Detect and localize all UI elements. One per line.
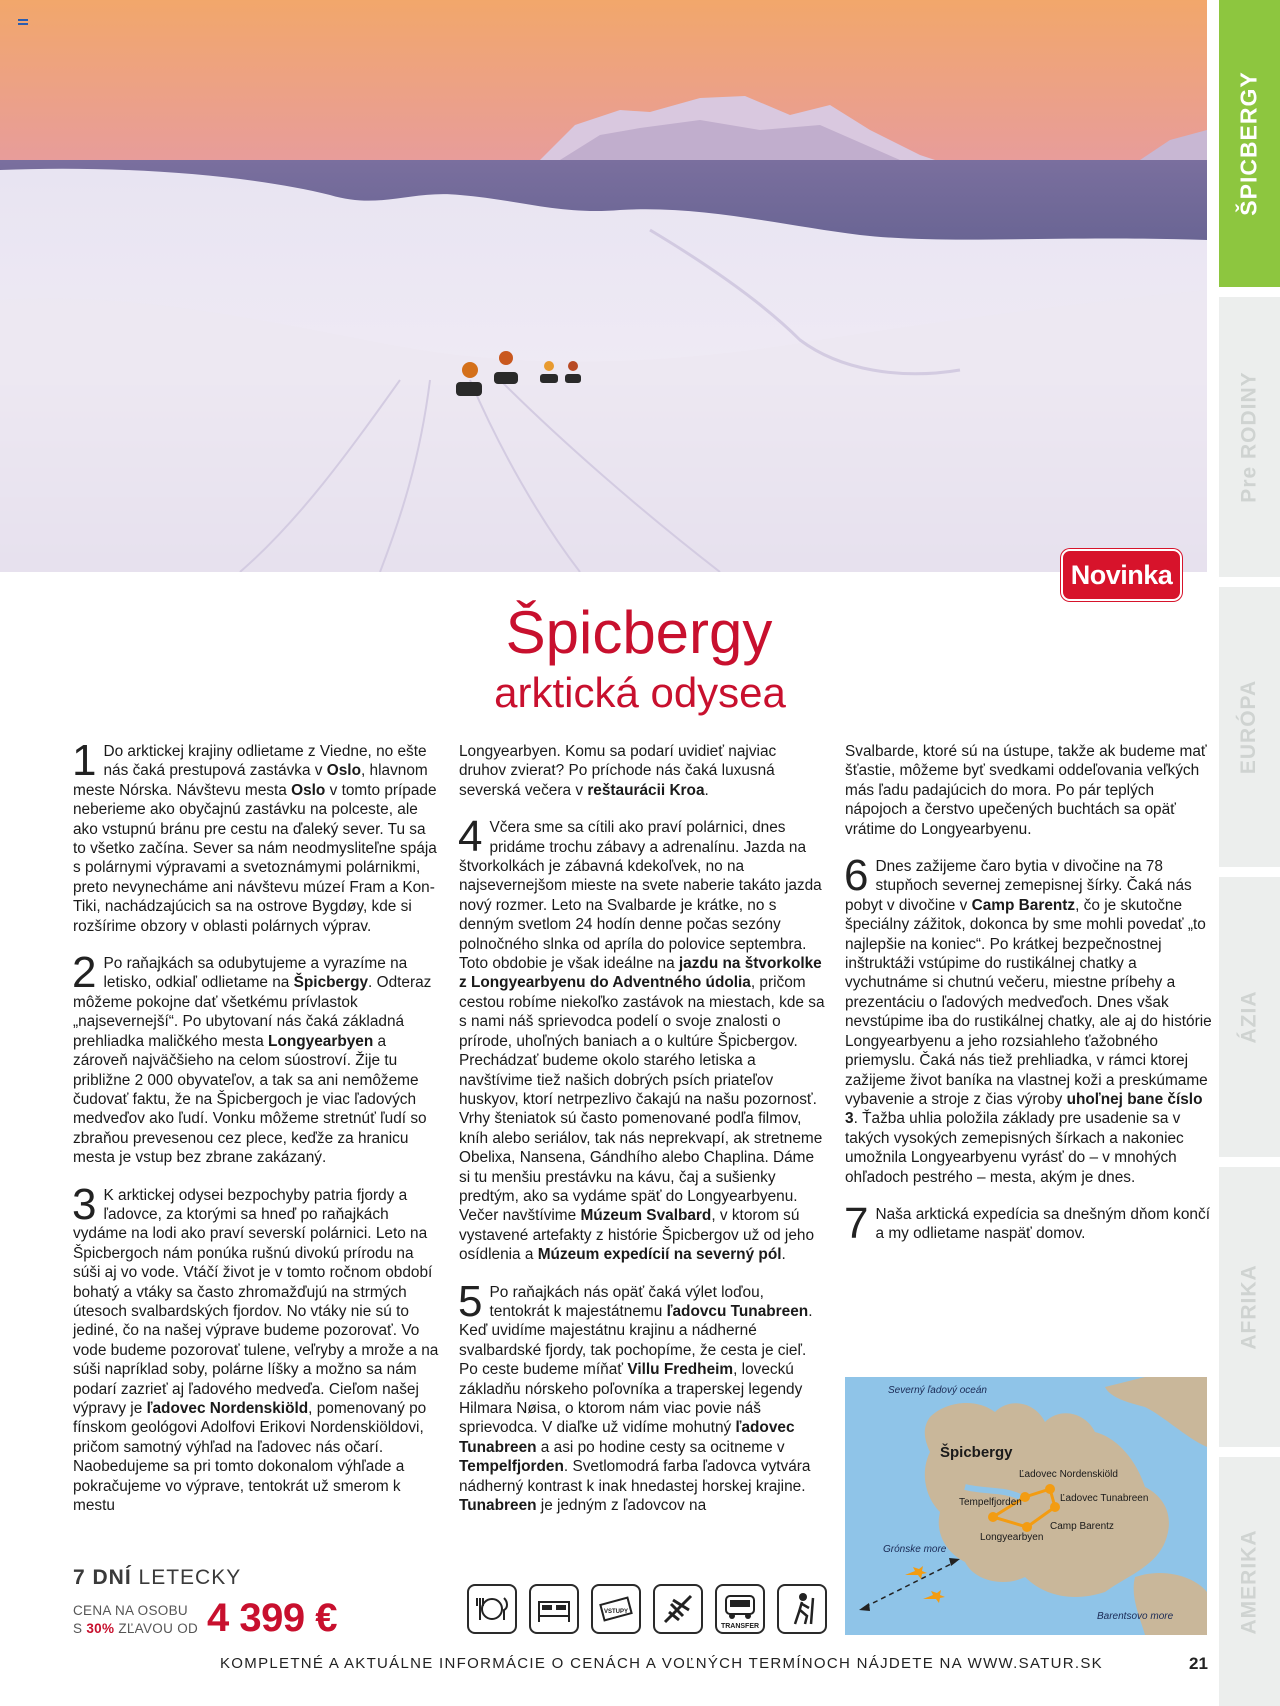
- tab-amerika[interactable]: AMERIKA: [1219, 1457, 1280, 1706]
- logo-icon: [18, 18, 28, 26]
- page-title: Špicbergy: [505, 599, 773, 666]
- tab-europa[interactable]: EURÓPA: [1219, 587, 1280, 867]
- day-paragraph-continued: [459, 742, 827, 800]
- day-paragraph: [72, 948, 441, 1167]
- section-tabs: [1219, 0, 1280, 1706]
- day-text: Longyearbyen. Komu sa podarí uvidieť najviac druhov zvierat? Po príchode nás čaká luxusná severská večera v reštaurácii Kroa.: [459, 743, 777, 799]
- footer-note: KOMPLETNÉ A AKTUÁLNE INFORMÁCIE O CENÁCH A VOĽNÝCH TERMÍNOCH NÁJDETE NA WWW.SATUR.SK: [220, 1655, 1103, 1672]
- day-text: Naša arktická expedícia sa dnešným dňom končí a my odlietame naspäť domov.: [875, 1205, 1210, 1243]
- day-number: 1: [72, 736, 97, 785]
- svg-text:Tempelfjorden: Tempelfjorden: [959, 1497, 1022, 1508]
- text-column-1: [72, 736, 441, 1533]
- day-number: 2: [72, 948, 97, 998]
- day-number: 5: [458, 1276, 483, 1326]
- tab-spicbergy[interactable]: ŠPICBERGY: [1219, 0, 1280, 287]
- text-column-3: [845, 742, 1213, 1262]
- day-text: Po raňajkách nás opäť čaká výlet loďou, tentokrát k majestátnemu ľadovcu Tunabreen. Keď uvidíme majestátnu krajinu a nádherné svalbardské fjordy, tak pochopíme, že cesta je cieľ. Po ceste budeme míňať Villu Fredheim, loveckú základňu nórskeho poľovníka a traperskej legendy Hilmara Nøisa, o ktorom nám viac povie náš sprievodca. V diaľke už vidíme mohutný ľadovec Tunabreen a asi po hodine cesty sa ocitneme v Tempelfjorden. Svetlomodrá farba ľadovca vytvára nádherný kontrast k inak hnedastej horskej krajine. Tunabreen je jedným z ľadovcov na: [459, 1283, 813, 1515]
- map-marker: [1050, 1502, 1060, 1512]
- day-paragraph-continued: [845, 742, 1213, 839]
- day-paragraph: [844, 851, 1213, 1187]
- ticket-icon: VSTUPY: [591, 1584, 641, 1634]
- day-text: Do arktickej krajiny odlietame z Viedne, no ešte nás čaká prestupová zastávka v Oslo, hlavnom meste Nórska. Návštevu mesta Oslo v tomto prípade neberieme ako obyčajnú zastávku na polceste, ale ako vstupnú bránu pre cestu na ďaleký sever. Tu sa to všetko začína. Sever sa nám neodmysliteľne spája s polárnymi výpravami a svetoznámymi polárnikmi, preto nevynecháme ani návštevu múzeí Fram a Kon-Tiki, nachádzajúcich sa na ostrove Bygdøy, kde si rozšírime obzory v oblasti polárnych výprav.: [73, 743, 437, 935]
- map-marker: [988, 1512, 998, 1522]
- hiking-icon: [777, 1584, 827, 1634]
- day-text: K arktickej odysei bezpochyby patria fjordy a ľadovce, za ktorými sa hneď po raňajkách vydáme na lodi ako praví severskí polárnici. Leto na Špicbergoch nám ponúka rušnú divokú prírodu na súši aj vo vode. Vtáčí život je v tomto ročnom období bohatý a vtáky sa často zhromažďujú na strmých útesoch svalbardských fjordov. No vtáky nie sú to jediné, čo na našej výprave budeme pozorovať. Vo vode budeme pozorovať tulene, veľryby a mrože a na súši napríklad soby, polárne líšky a možno sa nám podarí zazrieť aj ľadového medveďa. Cieľom našej výpravy je ľadovec Nordenskiöld, pomenovaný po fínskom geológovi Adolfovi Erikovi Nordenskiöldovi, pričom samotný výhľad na ľadovec nás očarí. Naobedujeme sa pri tomto dokonalom výhľade a pokračujeme vo výprave, tentokrát už smerom k mestu: [73, 1186, 439, 1515]
- meals-icon: [467, 1584, 517, 1634]
- tab-afrika[interactable]: AFRIKA: [1219, 1167, 1280, 1447]
- day-number: 7: [844, 1198, 869, 1248]
- svg-text:Ľadovec Nordenskiöld: Ľadovec Nordenskiöld: [1019, 1469, 1118, 1480]
- svg-text:Grónske more: Grónske more: [883, 1544, 947, 1555]
- svg-text:Camp Barentz: Camp Barentz: [1050, 1521, 1114, 1532]
- svg-text:Severný ľadový oceán: Severný ľadový oceán: [888, 1385, 987, 1396]
- page-number: 21: [1189, 1654, 1208, 1673]
- route-map: [845, 1377, 1207, 1635]
- day-number: 3: [72, 1179, 97, 1229]
- day-paragraph: [72, 736, 441, 936]
- service-icons: [467, 1584, 827, 1636]
- day-number: 6: [844, 851, 869, 901]
- novinka-badge: Novinka: [1061, 549, 1182, 601]
- day-paragraph: [72, 1179, 441, 1516]
- svg-text:Barentsovo more: Barentsovo more: [1097, 1611, 1174, 1622]
- price-label: CENA NA OSOBU S 30% ZĽAVOU OD: [73, 1603, 199, 1636]
- day-paragraph: [844, 1198, 1213, 1248]
- day-number: 4: [458, 812, 483, 862]
- price-value: 4 399 €: [207, 1596, 337, 1640]
- map-marker: [1045, 1484, 1055, 1494]
- airplane-icon: [653, 1584, 703, 1634]
- transfer-bus-icon: TRANSFER: [715, 1584, 765, 1634]
- hotel-bed-icon: [529, 1584, 579, 1634]
- svg-text:Špicbergy: Špicbergy: [940, 1444, 1013, 1461]
- day-text: Svalbarde, ktoré sú na ústupe, takže ak budeme mať šťastie, môžeme byť svedkami oddeľovania veľkých más ľadu padajúcich do mora. Po pár teplých nápojoch a čerstvo upečených buchtách sa opäť vrátime do Longyearbyenu.: [845, 743, 1207, 838]
- text-column-2: [459, 742, 827, 1533]
- hero-photo: [0, 0, 1207, 572]
- tab-pre-rodiny[interactable]: Pre RODINY: [1219, 297, 1280, 577]
- tab-azia[interactable]: ÁZIA: [1219, 877, 1280, 1157]
- day-text: Včera sme sa cítili ako praví polárnici, dnes pridáme trochu zábavy a adrenalínu. Jazda na štvorkolkách je zábavná kdekoľvek, no na najsevernejšom mieste na svete naberie takáto jazda nový rozmer. Leto na Svalbarde je krátke, no s denným svetlom 24 hodín denne počas sezóny polnočného slnka od apríla do polovice septembra. Toto obdobie je však ideálne na jazdu na štvorkolke z Longyearbyenu do Adventného údolia, pričom cestou robíme niekoľko zastávok na miestach, kde sa s nami náš sprievodca podelí o svoje znalosti o prírode, uhoľných baniach a o kultúre Špicbergov. Prechádzať budeme okolo starého letiska a navštívime tiež našich dobrých psích priateľov huskyov, ktorí netrpezlivo čakajú na našu pozornosť. Vrhy šteniatok sú často pomenované podľa filmov, kníh alebo seriálov, tak nás neprekvapí, ak stretneme Obelixa, Nansena, Gándhího alebo Chaplina. Dáme si tu menšiu prestávku na kávu, čaj a sušienky predtým, ako sa vydáme späť do Longyearbyenu. Večer navštívime Múzeum Svalbard, v ktorom sú vystavené artefakty z histórie Špicbergov už od jeho osídlenia a Múzeum expedícií na severný pól.: [459, 819, 825, 1264]
- svg-text:Longyearbyen: Longyearbyen: [980, 1532, 1044, 1543]
- map-marker: [1022, 1522, 1032, 1532]
- page-subtitle: arktická odysea: [494, 669, 786, 716]
- day-paragraph: [458, 812, 827, 1264]
- day-text: Dnes zažijeme čaro bytia v divočine na 78 stupňoch severnej zemepisnej šírky. Čaká nás pobyt v divočine v Camp Barentz, čo je skutočne špeciálny zážitok, dokonca by sme mohli povedať „to najlepšie na koniec“. Po krátkej bezpečnostnej inštruktáži vstúpime do rustikálnej chatky a vychutnáme si chutnú večeru, miestne príbehy a prezentáciu o ľadových medveďoch. Dnes však nevstúpime iba do rustikálnej chatky, ale aj do histórie Longyearbyenu a jeho rozsiahleho ťažobného priemyslu. Čaká nás tiež prehliadka, v rámci ktorej zažijeme život baníka na vlastnej koži a preskúmame vybavenie a stroje z čias výroby uhoľnej bane číslo 3. Ťažba uhlia položila základy pre usadenie sa v takých vysokých zemepisných šírkach a nakoniec umožnila Longyearbyenu vyrásť do – v mnohých ohľadoch pestrého – mesta, akým je dnes.: [845, 858, 1212, 1186]
- svg-text:Ľadovec Tunabreen: Ľadovec Tunabreen: [1060, 1493, 1149, 1504]
- day-text: Po raňajkách sa odubytujeme a vyrazíme na letisko, odkiaľ odlietame na Špicbergy. Odteraz môžeme pokojne dať všetkému prívlastok „najsevernejší“. Po ubytovaní nás čaká základná prehliadka maličkého mesta Longyearbyen a zároveň najväčšieho na celom súostroví. Žije tu približne 2 000 obyvateľov, a tak sa ani nemôžeme čudovať faktu, že na Špicbergoch je viac ľadových medveďov ako ľudí. Vonku môžeme stretnúť ľudí so zbraňou prevesenou cez plece, keďže za hranicu mesta je vstup bez zbrane zakázaný.: [73, 955, 432, 1167]
- day-paragraph: [458, 1276, 827, 1516]
- trip-duration: 7 DNÍ LETECKY: [73, 1566, 242, 1589]
